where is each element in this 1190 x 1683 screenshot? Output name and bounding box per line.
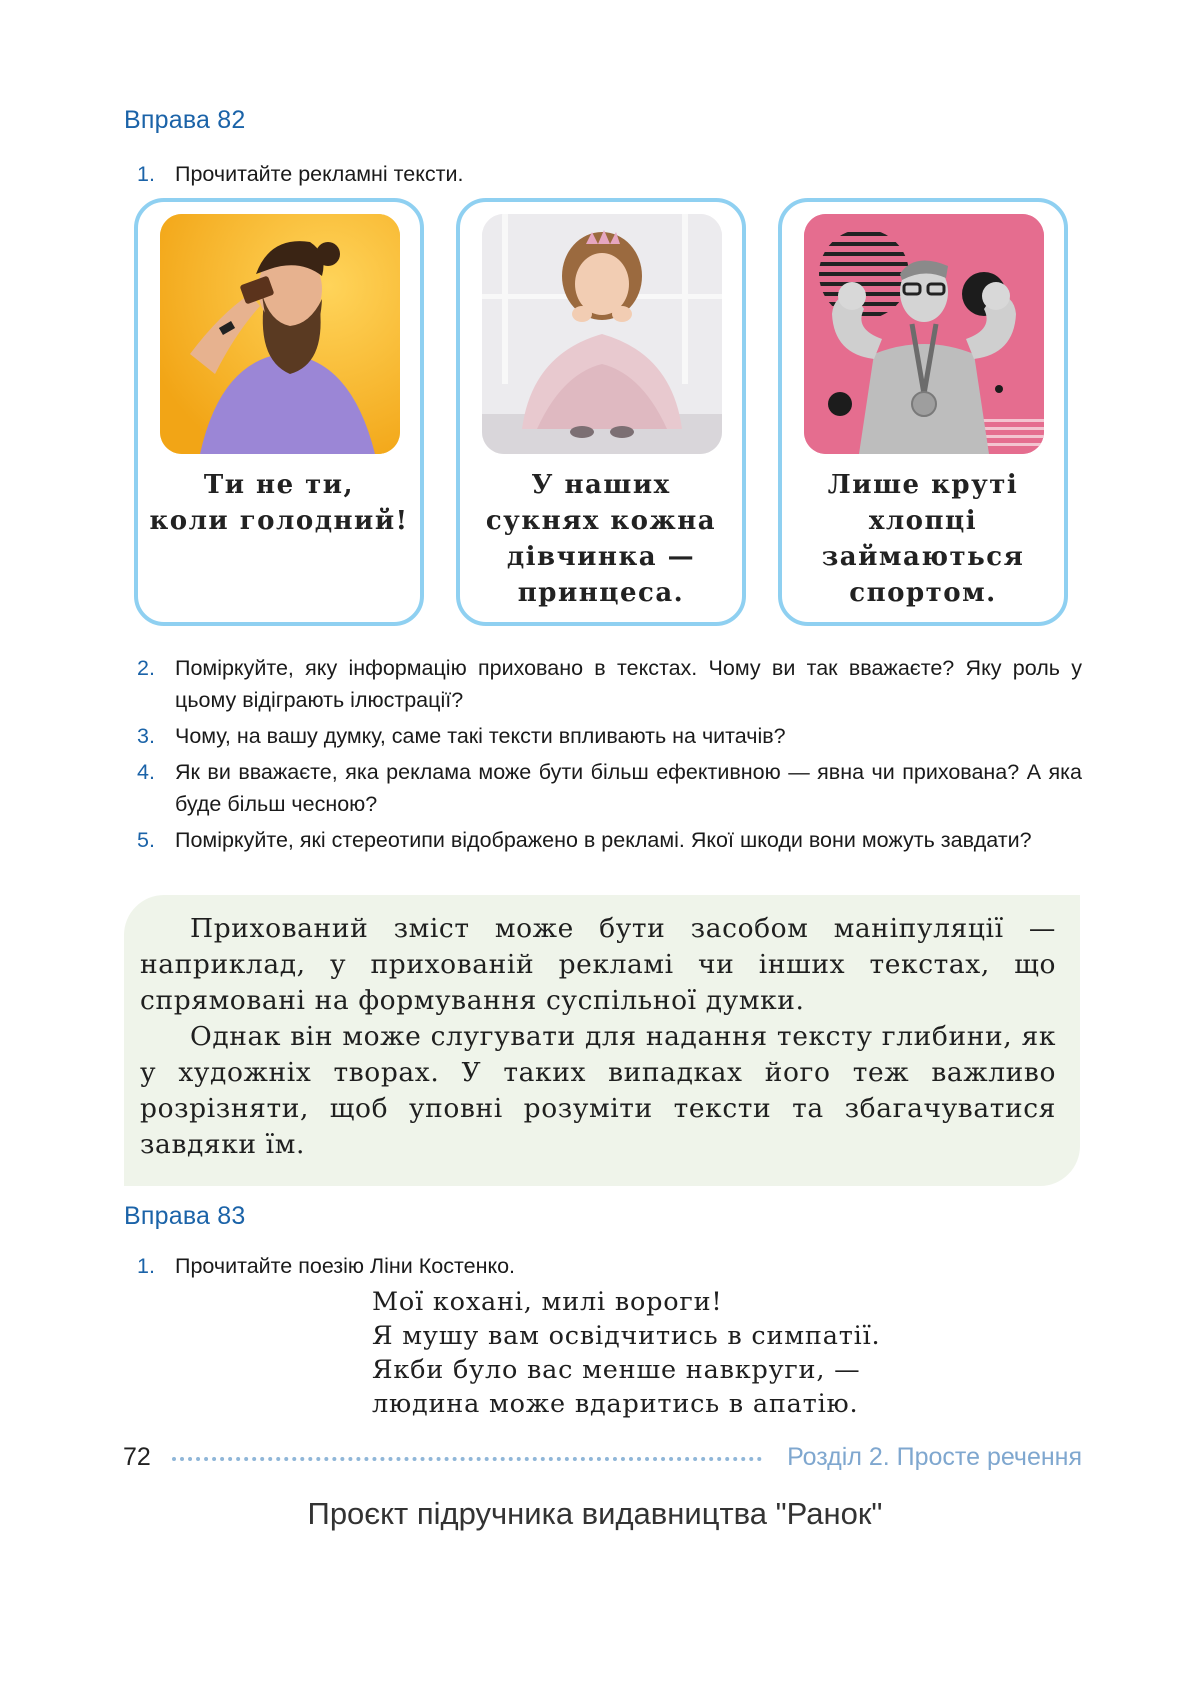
task-text: Поміркуйте, яку інформацію приховано в текстах. Чому ви так вважаєте? Яку роль у цьому відіграють ілюстрації? [175,656,1082,712]
task-82-3 [137,720,1082,752]
rule-paragraph-2: Однак він може слугувати для надання тексту глибини, як у художніх творах. У таких випадках його теж важливо розрізняти, щоб уповні розуміти тексти та збагачуватися завдяки їм. [140,1021,1056,1160]
publisher-watermark: Проєкт підручника видавництва "Ранок" [307,1496,883,1531]
slogan-line: спортом. [849,578,997,608]
slogan-line: Лише круті [827,470,1019,500]
footer-section-title: Розділ 2. Просте речення [787,1443,1082,1471]
exercise-82-heading: Вправа 82 [124,106,246,134]
ad-slogan-1 [146,467,412,539]
exercise-83-heading: Вправа 83 [124,1202,246,1230]
poem [372,1285,880,1421]
poem-line: Мої кохані, милі вороги! [372,1287,723,1317]
slogan-line: дівчинка — [506,542,696,572]
footer-dotted-leader [172,1449,762,1461]
task-text: Як ви вважаєте, яка реклама може бути більш ефективною — явна чи прихована? А яка буде більш чесною? [175,760,1082,816]
task-text: Прочитайте рекламні тексти. [175,162,464,186]
slogan-line: сукнях кожна [485,506,717,536]
task-83-1 [137,1250,1082,1282]
ad-card-2 [456,198,746,626]
task-text: Прочитайте поезію Ліни Костенко. [175,1254,516,1278]
task-82-2 [137,652,1082,716]
ad-card-3 [778,198,1068,626]
poem-line: Якби було вас менше навкруги, — [372,1355,861,1385]
rule-box [124,895,1080,1186]
task-number: 1. [137,162,155,186]
task-82-5 [137,824,1082,856]
slogan-line: принцеса. [517,578,685,608]
task-number: 1. [137,1254,155,1278]
task-number: 4. [137,760,155,784]
task-text: Чому, на вашу думку, саме такі тексти впливають на читачів? [175,724,786,748]
ad-image-man-medal [804,214,1044,454]
ad-image-girl-dress [482,214,722,454]
slogan-line: хлопці [868,506,978,536]
page-number: 72 [123,1443,151,1471]
ad-slogan-2 [468,467,734,611]
task-number: 2. [137,656,155,680]
slogan-line: займаються [821,542,1025,572]
ad-card-1 [134,198,424,626]
slogan-line: Ти не ти, [203,470,355,500]
task-number: 5. [137,828,155,852]
slogan-line: У наших [531,470,671,500]
ad-slogan-3 [790,467,1056,611]
ad-image-man-chocolate [160,214,400,454]
task-text: Поміркуйте, які стереотипи відображено в рекламі. Якої шкоди вони можуть завдати? [175,828,1032,852]
rule-paragraph-1: Прихований зміст може бути засобом маніпуляції — наприклад, у прихованій рекламі чи інших текстах, що спрямовані на формування суспільної думки. [140,913,1056,1016]
task-82-4 [137,756,1082,820]
poem-line: людина може вдаритись в апатію. [372,1389,859,1419]
task-number: 3. [137,724,155,748]
poem-line: Я мушу вам освідчитись в симпатії. [372,1321,881,1351]
task-82-1 [137,158,1082,190]
slogan-line: коли голодний! [149,506,409,536]
ad-cards [134,198,1074,626]
